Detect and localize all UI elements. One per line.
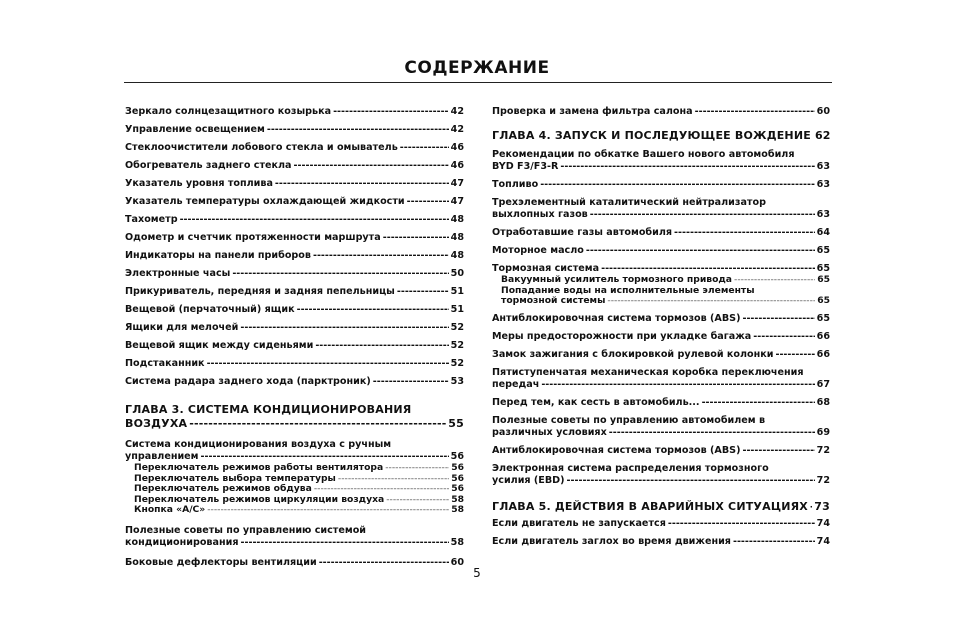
toc-chapter-entry[interactable]: ГЛАВА 4. ЗАПУСК И ПОСЛЕДУЮЩЕЕ ВОЖДЕНИЕ 62 [492,129,831,142]
toc-entry[interactable]: Индикаторы на панели приборов ----- 48 [125,250,464,262]
toc-left-column [125,106,464,569]
toc-subentry-line: Попадание воды на исполнительные элементы [501,284,755,296]
toc-entry[interactable]: управлением ----- 56 [125,451,464,463]
toc-entry[interactable]: различных условиях ----- 69 [492,427,830,439]
toc-subentry[interactable]: Переключатель режимов обдува ----- 56 [125,484,464,495]
toc-entry[interactable]: Управление освещением ----- 42 [125,124,464,136]
toc-entry[interactable]: Перед тем, как сесть в автомобиль... ----- 68 [492,397,830,409]
toc-subentry[interactable]: тормозной системы ----- 65 [492,296,830,307]
toc-entry[interactable]: Электронные часы ----- 50 [125,268,464,280]
toc-subentry[interactable]: Переключатель режимов циркуляции воздуха ----- 58 [125,495,464,506]
toc-entry-line: Электронная система распределения тормозного [492,462,769,474]
toc-entry-line: Система кондиционирования воздуха с ручным [125,439,392,450]
toc-entry[interactable]: Указатель уровня топлива ----- 47 [125,178,464,190]
page-title: СОДЕРЖАНИЕ [404,58,550,78]
toc-subentry[interactable]: Вакуумный усилитель тормозного привода ----- 65 [492,275,830,286]
toc-entry-line: Рекомендации по обкатке Вашего нового автомобиля [492,149,795,160]
toc-chapter-entry[interactable]: ВОЗДУХА ----- 55 [125,417,464,431]
toc-entry[interactable]: Проверка и замена фильтра салона ----- 60 [492,106,830,118]
toc-entry[interactable]: усилия (EBD) ----- 72 [492,475,830,487]
toc-entry[interactable]: Если двигатель не запускается ----- 74 [492,518,830,530]
toc-entry[interactable]: Если двигатель заглох во время движения ----- 74 [492,536,830,548]
page-number: 5 [473,566,481,580]
toc-right-column [492,106,830,548]
toc-entry[interactable]: Меры предосторожности при укладке багажа ----- 66 [492,331,830,343]
toc-chapter-entry[interactable]: ГЛАВА 5. ДЕЙСТВИЯ В АВАРИЙНЫХ СИТУАЦИЯХ ----- 73 [492,500,830,514]
toc-entry[interactable]: Антиблокировочная система тормозов (ABS) ----- 65 [492,313,830,325]
toc-entry-line: Полезные советы по управлению автомобилем в [492,414,766,426]
toc-entry[interactable]: выхлопных газов ----- 63 [492,209,830,221]
toc-entry[interactable]: Тормозная система ----- 65 [492,263,830,275]
toc-entry[interactable]: Моторное масло ----- 65 [492,245,830,257]
toc-entry[interactable]: Тахометр ----- 48 [125,214,464,226]
toc-subentry[interactable]: Переключатель режимов работы вентилятора ----- 56 [125,463,464,474]
toc-entry[interactable]: Зеркало солнцезащитного козырька ----- 42 [125,106,464,118]
toc-entry[interactable]: Антиблокировочная система тормозов (ABS) ----- 72 [492,445,830,457]
toc-entry-line: Полезные советы по управлению системой [125,524,367,536]
toc-entry[interactable]: Указатель температуры охлаждающей жидкости ----- 47 [125,196,464,208]
toc-entry[interactable]: передач ----- 67 [492,379,830,391]
toc-entry[interactable]: кондиционирования ----- 58 [125,537,464,549]
toc-entry[interactable]: Подстаканник ----- 52 [125,358,464,370]
toc-entry[interactable]: Вещевой ящик между сиденьями ----- 52 [125,340,464,352]
toc-entry[interactable]: Топливо ----- 63 [492,179,830,191]
toc-entry[interactable]: Ящики для мелочей ----- 52 [125,322,464,334]
title-rule [124,82,832,83]
toc-entry[interactable]: Прикуриватель, передняя и задняя пепельницы ----- 51 [125,286,464,298]
chapter-heading: ГЛАВА 3. СИСТЕМА КОНДИЦИОНИРОВАНИЯ [125,403,412,416]
toc-entry[interactable]: Обогреватель заднего стекла ----- 46 [125,160,464,172]
toc-subentry[interactable]: Переключатель выбора температуры ----- 56 [125,474,464,485]
toc-subentry[interactable]: Кнопка «А/С» ----- 58 [125,505,464,516]
toc-entry-line: Трехэлементный каталитический нейтрализатор [492,197,766,208]
toc-entry[interactable]: BYD F3/F3-R ----- 63 [492,161,830,173]
toc-entry[interactable]: Вещевой (перчаточный) ящик ----- 51 [125,304,464,316]
toc-entry[interactable]: Стеклоочистители лобового стекла и омыватель ----- 46 [125,142,464,154]
toc-entry[interactable]: Одометр и счетчик протяженности маршрута ----- 48 [125,232,464,244]
toc-entry[interactable]: Боковые дефлекторы вентиляции ----- 60 [125,557,464,569]
toc-entry[interactable]: Система радара заднего хода (парктроник) ----- 53 [125,376,464,388]
toc-entry[interactable]: Отработавшие газы автомобиля ----- 64 [492,227,830,239]
toc-entry-line: Пятиступенчатая механическая коробка переключения [492,366,804,378]
toc-entry[interactable]: Замок зажигания с блокировкой рулевой колонки ----- 66 [492,349,830,361]
